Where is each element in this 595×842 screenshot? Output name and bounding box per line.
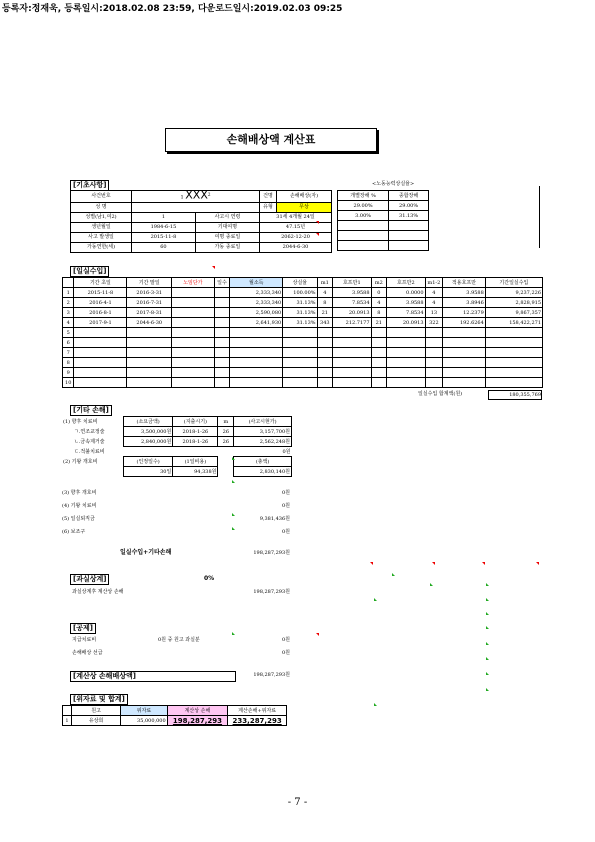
table-cell: 7 — [63, 348, 74, 358]
download-header: 등록자:정재욱, 등록일시:2018.02.08 23:59, 다운로드일시:2019.02.03 09:25 — [2, 4, 343, 14]
table-row: ㄷ.적불치료비 0원 — [74, 448, 291, 455]
table-cell — [387, 378, 425, 388]
table-row — [71, 212, 332, 222]
table-cell: 158,422,271 — [485, 318, 542, 328]
lost-income-table — [62, 277, 543, 388]
table-cell — [333, 358, 371, 368]
table-cell: 212.7177 — [333, 318, 371, 328]
table-row — [338, 241, 429, 251]
table-cell — [317, 368, 333, 378]
comment-marker — [486, 583, 489, 586]
table-cell — [172, 288, 215, 298]
table-row — [63, 308, 543, 318]
cell-label: 사건번호 — [71, 191, 132, 203]
comment-marker — [486, 642, 489, 645]
table-row — [338, 231, 429, 241]
deduct-value: 0원 — [281, 637, 290, 643]
comment-marker — [432, 562, 435, 565]
other-item-value: 0원 — [281, 503, 290, 509]
cell-label: 성 명 — [71, 202, 132, 212]
comment-marker — [374, 598, 377, 601]
deduct-label: 지급치료비 — [72, 637, 97, 643]
table-cell: 3.9588 — [387, 298, 425, 308]
table-cell: 2044-6-30 — [127, 318, 172, 328]
loss-caption: <노동능력상실율> — [372, 181, 415, 187]
table-cell: 31.13% — [283, 318, 317, 328]
table-cell — [485, 358, 542, 368]
table-cell — [443, 338, 486, 348]
case-name: 손해배상(자) — [277, 191, 332, 203]
comment-marker — [316, 633, 319, 636]
table-cell — [371, 348, 387, 358]
table-row — [63, 328, 543, 338]
subtotal-value: 198,287,293원 — [253, 550, 290, 556]
table-cell — [333, 378, 371, 388]
table-cell — [127, 368, 172, 378]
cell-value: 2015-11-8 — [132, 232, 196, 242]
section-calculated: [계산상 손해배상액] — [70, 671, 236, 682]
comment-marker — [232, 632, 235, 635]
table-cell: 6 — [63, 338, 74, 348]
case-number: 1 XXX$^2$ — [132, 191, 260, 203]
subtotal-label: 일실수입+기타손해 — [120, 549, 172, 556]
table-cell — [172, 338, 215, 348]
table-cell: 2016-7-31 — [127, 298, 172, 308]
table-cell — [443, 328, 486, 338]
column-header: m1 — [317, 278, 333, 288]
comment-marker — [374, 703, 377, 706]
table-row — [63, 378, 543, 388]
column-header: m1-2 — [425, 278, 443, 288]
table-cell: 9 — [63, 368, 74, 378]
income-total-value: 180,355,769 — [488, 390, 542, 400]
table-cell — [333, 348, 371, 358]
table-cell — [371, 328, 387, 338]
column-header: 적용호프만 — [443, 278, 486, 288]
table-cell: 3 — [63, 308, 74, 318]
table-cell — [172, 328, 215, 338]
table-cell — [317, 348, 333, 358]
comment-marker — [370, 562, 373, 565]
table-cell: 3.9588 — [443, 288, 486, 298]
table-cell — [74, 348, 127, 358]
cell-value: 47.15년 — [260, 222, 332, 232]
table-cell: 4 — [63, 318, 74, 328]
type-value: 무상 — [277, 202, 332, 212]
table-cell — [283, 368, 317, 378]
table-cell — [443, 348, 486, 358]
table-cell: 4 — [425, 288, 443, 298]
comment-marker — [486, 657, 489, 660]
cell-label: 사고 발생일 — [71, 232, 132, 242]
other-damage-table — [62, 416, 292, 477]
table-cell — [230, 348, 283, 358]
section-other-damage: [기타 손해] — [70, 405, 112, 416]
table-cell — [317, 338, 333, 348]
table-cell: 4 — [425, 298, 443, 308]
table-cell — [485, 368, 542, 378]
table-cell — [172, 298, 215, 308]
comment-marker — [212, 266, 215, 269]
column-header: 호프만2 — [387, 278, 425, 288]
table-cell — [333, 368, 371, 378]
column-header: 월소득 — [230, 278, 283, 288]
table-cell — [127, 378, 172, 388]
deduct-mid: 0원 중 원고 과실분 — [158, 637, 200, 643]
table-cell — [74, 368, 127, 378]
table-cell — [387, 368, 425, 378]
table-cell: 4 — [371, 298, 387, 308]
comment-marker — [486, 598, 489, 601]
table-cell: 21 — [371, 318, 387, 328]
table-cell — [333, 338, 371, 348]
section-deduction: [공제] — [70, 623, 96, 634]
table-row — [71, 232, 332, 242]
table-cell: 322 — [425, 318, 443, 328]
table-cell: 31.13% — [283, 308, 317, 318]
calculated-value: 198,287,293원 — [253, 672, 290, 678]
table-row — [338, 201, 429, 211]
table-cell — [74, 378, 127, 388]
cell-value: 31.13% — [389, 211, 429, 221]
table-cell — [214, 308, 230, 318]
table-row — [63, 318, 543, 328]
cell-label: 종합장해 — [389, 191, 429, 201]
table-row — [63, 338, 543, 348]
table-cell — [214, 368, 230, 378]
table-cell — [230, 328, 283, 338]
column-header: m2 — [371, 278, 387, 288]
table-cell — [443, 368, 486, 378]
column-header: 상실율 — [283, 278, 317, 288]
cell-value: 1 — [132, 212, 196, 222]
table-cell: 9,867,357 — [485, 308, 542, 318]
other-item: (4) 기왕 치료비 — [62, 503, 97, 509]
table-cell — [283, 328, 317, 338]
table-row — [63, 298, 543, 308]
column-header: 기간 말일 — [127, 278, 172, 288]
table-cell: 2,333,340 — [230, 298, 283, 308]
page-title: 손해배상액 계산표 — [165, 128, 377, 152]
cell-value: 31세 4개월 24일 — [260, 212, 332, 222]
table-cell: 343 — [317, 318, 333, 328]
table-cell — [425, 348, 443, 358]
table-row — [338, 211, 429, 221]
cell-value — [132, 202, 260, 212]
table-cell: 8 — [317, 298, 333, 308]
table-header-row — [63, 278, 543, 288]
table-row: ㄴ.금속제거술 2,840,000원 2018-1-26 26 2,562,248원 — [74, 438, 290, 445]
cell-label: 가동 종료일 — [195, 242, 259, 252]
table-cell: 10 — [63, 378, 74, 388]
section-consolation: [위자료 및 합계] — [70, 694, 128, 705]
table-cell — [230, 338, 283, 348]
table-cell — [214, 288, 230, 298]
cell-label: 가동연한(세) — [71, 242, 132, 252]
cell-value: 60 — [132, 242, 196, 252]
table-cell — [172, 358, 215, 368]
table-row — [71, 222, 332, 232]
cell-label: 생년월일 — [71, 222, 132, 232]
table-row: 1 유상희 35,000,000 198,287,293 233,287,293 — [63, 716, 287, 726]
table-row — [63, 288, 543, 298]
table-cell — [387, 338, 425, 348]
table-row — [338, 221, 429, 231]
table-cell: 7.8534 — [387, 308, 425, 318]
table-cell — [283, 338, 317, 348]
table-row — [71, 191, 332, 203]
comment-marker — [536, 562, 539, 565]
table-cell: 8 — [63, 358, 74, 368]
table-cell: 2017-8-31 — [127, 308, 172, 318]
table-cell — [425, 358, 443, 368]
table-cell — [317, 378, 333, 388]
table-cell: 21 — [317, 308, 333, 318]
comment-marker — [482, 562, 485, 565]
table-row: (1) 향후 치료비 (소요금액) (지출시기) m (사고시현가) — [62, 417, 292, 427]
table-row — [71, 202, 332, 212]
table-cell: 2017-9-1 — [74, 318, 127, 328]
comment-marker — [486, 612, 489, 615]
table-cell: 2,828,915 — [485, 298, 542, 308]
table-cell: 20.0913 — [387, 318, 425, 328]
section-basic: [기초사항] — [70, 180, 109, 191]
table-cell: 100.00% — [283, 288, 317, 298]
other-item: (6) 보조구 — [62, 529, 86, 535]
table-cell: 13 — [425, 308, 443, 318]
table-cell: 2,333,340 — [230, 288, 283, 298]
table-cell: 2016-8-1 — [74, 308, 127, 318]
table-cell: 12.2379 — [443, 308, 486, 318]
table-cell — [172, 378, 215, 388]
table-cell — [485, 338, 542, 348]
table-cell — [230, 378, 283, 388]
table-cell — [214, 318, 230, 328]
deduct-label: 손해배상 선급 — [72, 650, 103, 656]
comment-marker — [232, 480, 235, 483]
table-cell: 192.6264 — [443, 318, 486, 328]
cell-label: 건명 — [260, 191, 277, 203]
column-header: 기간 초일 — [74, 278, 127, 288]
table-cell — [283, 358, 317, 368]
table-cell — [214, 358, 230, 368]
divider — [539, 186, 540, 248]
other-item: (5) 일실퇴직금 — [62, 516, 95, 522]
column-header: 호프만1 — [333, 278, 371, 288]
cell-label: 여명 종료일 — [195, 232, 259, 242]
comment-marker — [430, 583, 433, 586]
table-cell: 3.9588 — [333, 288, 371, 298]
table-cell — [172, 348, 215, 358]
comment-marker — [486, 672, 489, 675]
table-cell — [172, 318, 215, 328]
fault-value: 198,287,293원 — [253, 589, 290, 595]
table-cell: 3.8946 — [443, 298, 486, 308]
table-cell — [317, 358, 333, 368]
table-cell — [425, 338, 443, 348]
table-cell — [485, 328, 542, 338]
table-cell: 5 — [63, 328, 74, 338]
table-cell — [387, 348, 425, 358]
table-cell — [74, 338, 127, 348]
table-cell — [214, 348, 230, 358]
table-row: 원고 위자료 계산상 손해 계산손해+위자료 — [63, 706, 287, 716]
table-cell — [333, 328, 371, 338]
table-row — [71, 242, 332, 252]
table-cell — [230, 368, 283, 378]
table-cell: 4 — [317, 288, 333, 298]
deduct-value: 0원 — [281, 650, 290, 656]
table-cell: 31.13% — [283, 298, 317, 308]
fault-percent: 0% — [204, 575, 215, 582]
table-row — [63, 358, 543, 368]
comment-marker — [316, 233, 319, 236]
comment-marker — [232, 527, 235, 530]
table-cell: 2 — [63, 298, 74, 308]
table-cell — [127, 358, 172, 368]
table-cell — [317, 328, 333, 338]
table-cell: 2016-3-31 — [127, 288, 172, 298]
table-cell: 8 — [371, 308, 387, 318]
table-cell — [371, 368, 387, 378]
other-item-value: 9,381,436원 — [259, 516, 290, 522]
table-row — [338, 191, 429, 201]
table-cell — [172, 368, 215, 378]
table-row: (2) 기왕 개호비 (인정일수) (1일비용) (총액) — [62, 457, 292, 467]
cell-value: 2062-12-20 — [260, 232, 332, 242]
cell-value: 2044-6-30 — [260, 242, 332, 252]
table-cell — [283, 378, 317, 388]
cell-label: 기대여명 — [195, 222, 259, 232]
table-cell — [127, 328, 172, 338]
table-cell: 2015-11-8 — [74, 288, 127, 298]
table-cell: 2,641,930 — [230, 318, 283, 328]
table-cell: 2,590,080 — [230, 308, 283, 318]
cell-value: 29.00% — [389, 201, 429, 211]
comment-marker — [486, 626, 489, 629]
cell-value: 1984-6-15 — [132, 222, 196, 232]
section-lost-income: [일실수입] — [70, 266, 109, 277]
table-cell — [387, 358, 425, 368]
table-cell — [214, 328, 230, 338]
table-cell: 1 — [63, 288, 74, 298]
table-cell: 9,237,226 — [485, 288, 542, 298]
comment-marker — [232, 513, 235, 516]
loss-rate-table — [337, 190, 429, 251]
table-cell — [127, 338, 172, 348]
table-cell: 20.0913 — [333, 308, 371, 318]
cell-label: 유형 — [260, 202, 277, 212]
other-item-value: 0원 — [281, 490, 290, 496]
cell-value: 29.00% — [338, 201, 389, 211]
table-row: ㄱ.연조교정술 3,500,000원 2018-1-26 26 3,157,700원 — [74, 428, 290, 435]
table-cell — [214, 298, 230, 308]
page-number: - 7 - — [287, 797, 308, 808]
table-cell — [214, 338, 230, 348]
comment-marker — [392, 573, 395, 576]
table-cell — [387, 328, 425, 338]
table-cell — [214, 378, 230, 388]
table-cell — [425, 328, 443, 338]
table-cell — [74, 328, 127, 338]
income-total-label: 일실수입 합계액(원) — [418, 391, 463, 397]
column-header: 노임단가 — [172, 278, 215, 288]
table-cell: 0.0000 — [387, 288, 425, 298]
comment-marker — [316, 221, 319, 224]
table-cell — [127, 348, 172, 358]
table-cell — [425, 378, 443, 388]
table-cell — [371, 338, 387, 348]
comment-marker — [486, 688, 489, 691]
cell-label: 사고시 연령 — [195, 212, 259, 222]
table-cell — [443, 358, 486, 368]
table-cell — [371, 378, 387, 388]
consolation-table — [62, 705, 287, 726]
table-cell — [74, 358, 127, 368]
basic-table — [70, 190, 332, 253]
cell-label: 성별(남1,여2) — [71, 212, 132, 222]
table-cell — [371, 358, 387, 368]
table-row — [63, 348, 543, 358]
cell-value: 3.00% — [338, 211, 389, 221]
cell-label: 개별장해 % — [338, 191, 389, 201]
other-item-value: 0원 — [281, 529, 290, 535]
comment-marker — [232, 457, 235, 460]
section-fault: [과실상계] — [70, 574, 109, 585]
table-cell — [230, 358, 283, 368]
table-row: 30일 94,338원 2,830,140원 — [62, 467, 292, 477]
fault-label: 과실상계후 계산상 손해 — [72, 589, 124, 595]
column-header: 일수 — [214, 278, 230, 288]
column-header — [63, 278, 74, 288]
table-cell — [485, 348, 542, 358]
table-cell — [283, 348, 317, 358]
table-cell: 7.8534 — [333, 298, 371, 308]
column-header: 기간일실수입 — [485, 278, 542, 288]
table-cell — [443, 378, 486, 388]
table-cell — [425, 368, 443, 378]
table-cell: 2016-4-1 — [74, 298, 127, 308]
other-item: (3) 향후 개호비 — [62, 490, 97, 496]
table-row — [63, 368, 543, 378]
table-cell — [485, 378, 542, 388]
table-cell: 0 — [371, 288, 387, 298]
table-cell — [172, 308, 215, 318]
